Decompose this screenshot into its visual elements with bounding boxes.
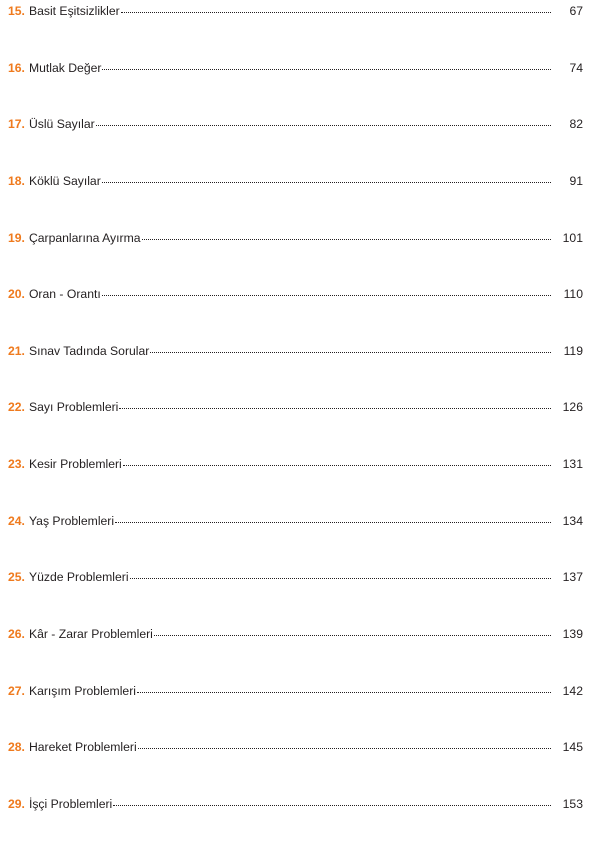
toc-entry-page-number[interactable]: 134 [562,513,583,528]
toc-entry-title[interactable]: Karışım Problemleri [28,683,136,698]
toc-entry-page-number[interactable]: 131 [562,457,583,471]
toc-entry[interactable] [8,175,583,232]
toc-entry-title[interactable]: Yaş Problemleri [28,513,115,528]
dot-leader [137,692,551,693]
toc-entry[interactable] [8,345,583,402]
toc-entry-title[interactable]: Oran - Orantı [28,287,101,302]
toc-entry-page-number[interactable]: 110 [563,287,583,302]
dot-leader [113,805,551,806]
toc-entry-number: 28. [8,740,25,755]
dot-leader [123,465,551,466]
toc-entry-number: 18. [8,173,25,188]
toc-entry-number: 24. [8,513,25,528]
dot-leader [102,295,551,296]
toc-entry-page-number[interactable]: 67 [569,4,583,18]
toc-entry-title[interactable]: Çarpanlarına Ayırma [28,230,141,245]
toc-entry[interactable] [8,685,583,742]
dot-leader [121,12,551,13]
toc-entry-page-number[interactable]: 101 [562,230,583,245]
toc-entry[interactable] [8,288,583,345]
dot-leader [130,578,551,579]
toc-entry[interactable] [8,571,583,628]
toc-entry-title[interactable]: Basit Eşitsizlikler [28,4,120,18]
toc-entry-number: 15. [8,4,25,18]
toc-entry-number: 23. [8,457,25,471]
toc-entry-page-number[interactable]: 126 [562,400,583,415]
dot-leader [119,408,551,409]
toc-entry-number: 17. [8,117,25,132]
toc-entry-number: 19. [8,230,25,245]
toc-entry-page-number[interactable]: 142 [562,683,583,698]
toc-entry[interactable] [8,62,583,119]
toc-entry-title[interactable]: Sınav Tadında Sorular [28,343,150,358]
toc-entry-page-number[interactable]: 82 [569,117,583,132]
toc-entry-title[interactable]: Üslü Sayılar [28,117,95,132]
table-of-contents [8,5,583,854]
toc-entry-title[interactable]: Sayı Problemleri [28,400,119,415]
toc-entry[interactable] [8,401,583,458]
dot-leader [138,748,551,749]
dot-leader [96,125,551,126]
toc-entry-page-number[interactable]: 139 [562,626,583,641]
toc-entry[interactable] [8,458,583,515]
toc-entry[interactable] [8,5,583,62]
toc-entry[interactable] [8,515,583,572]
toc-entry-page-number[interactable]: 137 [562,570,583,585]
toc-entry-page-number[interactable]: 153 [562,796,583,811]
dot-leader [115,522,551,523]
dot-leader [142,239,551,240]
toc-entry-title[interactable]: Mutlak Değer [28,60,102,75]
toc-entry-title[interactable]: Kâr - Zarar Problemleri [28,626,153,641]
dot-leader [150,352,551,353]
toc-entry-number: 27. [8,683,25,698]
dot-leader [102,182,551,183]
dot-leader [154,635,551,636]
toc-entry-number: 22. [8,400,25,415]
toc-entry-number: 26. [8,626,25,641]
toc-entry-number: 21. [8,343,25,358]
toc-entry-page-number[interactable]: 91 [569,173,583,188]
toc-entry-title[interactable]: Hareket Problemleri [28,740,137,755]
toc-entry[interactable] [8,798,583,854]
toc-entry-number: 16. [8,60,25,75]
toc-entry-number: 25. [8,570,25,585]
toc-entry[interactable] [8,628,583,685]
dot-leader [102,69,551,70]
toc-entry-number: 20. [8,287,25,302]
toc-entry[interactable] [8,232,583,289]
toc-entry-page-number[interactable]: 74 [569,60,583,75]
toc-entry-title[interactable]: Kesir Problemleri [28,457,122,471]
toc-entry-page-number[interactable]: 119 [563,343,583,358]
toc-entry-page-number[interactable]: 145 [562,740,583,755]
toc-entry-number: 29. [8,796,25,811]
toc-entry[interactable] [8,741,583,798]
toc-entry-title[interactable]: İşçi Problemleri [28,796,113,811]
toc-entry-title[interactable]: Yüzde Problemleri [28,570,129,585]
toc-entry-title[interactable]: Köklü Sayılar [28,173,101,188]
toc-entry[interactable] [8,118,583,175]
